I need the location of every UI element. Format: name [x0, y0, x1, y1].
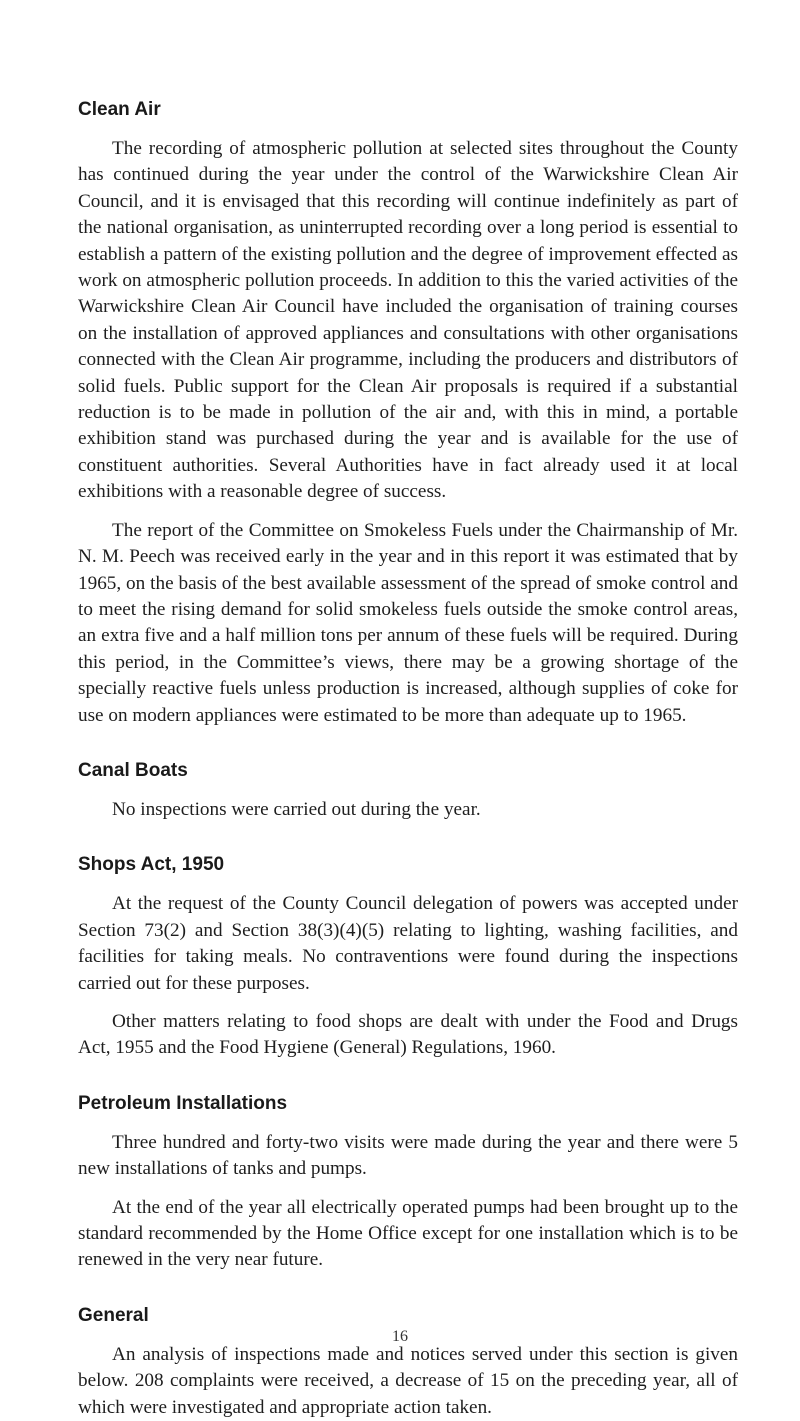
section-heading: Canal Boats — [78, 759, 188, 781]
paragraph: The report of the Committee on Smokeless Fuels under the Chairmanship of Mr. N. M. Peech was received early in the year and in this report it was estimated that by 1965, on the basis of the best available assessment of the spread of smoke control and to meet the rising demand for solid smokeless fuels outside the smoke control areas, an extra five and a half million tons per annum of these fuels will be required. During this period, in the Committee’s views, there may be a growing shortage of the specially reactive fuels unless production is increased, although supplies of coke for use on modern appliances were estimated to be more than adequate up to 1965. — [78, 519, 738, 726]
paragraph: An analysis of inspections made and notices served under this section is given below. 208 complaints were received, a decrease of 15 on the preceding year, all of which were investigated and appropriate action taken. — [78, 1343, 738, 1418]
section-heading: Clean Air — [78, 99, 161, 120]
paragraph: Three hundred and forty-two visits were made during the year and there were 5 new installations of tanks and pumps. — [78, 1131, 738, 1180]
paragraph: At the end of the year all electrically operated pumps had been brought up to the standard recommended by the Home Office except for one installation which is to be renewed in the very near future. — [78, 1196, 738, 1271]
section-canal-boats — [78, 759, 738, 823]
paragraph: Other matters relating to food shops are dealt with under the Food and Drugs Act, 1955 and the Food Hygiene (General) Regulations, 1960. — [78, 1010, 738, 1059]
section-clean-air — [78, 98, 738, 729]
section-heading: Shops Act, 1950 — [78, 854, 225, 876]
section-petroleum-installations — [78, 1092, 738, 1274]
section-heading: General — [78, 1304, 149, 1326]
paragraph: The recording of atmospheric pollution at selected sites throughout the County has continued during the year under the control of the Warwickshire Clean Air Council, and it is envisaged that this recording will continue indefinitely as part of the national organisation, as uninterrupted recording over a long period is essential to establish a pattern of the existing pollution and the degree of improvement effected as work on atmospheric pollution proceeds. In addition to this the varied activities of the Warwickshire Clean Air Council have included the organisation of training courses on the installation of approved appliances and consultations with other organisations connected with the Clean Air programme, including the producers and distributors of solid fuels. Public support for the Clean Air proposals is required if a substantial reduction is to be made in pollution of the air and, with this in mind, a portable exhibition stand was purchased during the year and is available for the use of constituent authorities. Several Authorities have in fact already used it at local exhibitions with a reasonable degree of success. — [78, 138, 738, 503]
section-general — [78, 1304, 738, 1421]
document-page — [78, 98, 738, 1421]
section-heading: Petroleum Installations — [78, 1092, 288, 1114]
page-number: 16 — [392, 1328, 408, 1345]
paragraph: No inspections were carried out during the year. — [112, 798, 481, 820]
paragraph: At the request of the County Council delegation of powers was accepted under Section 73(2) and Section 38(3)(4)(5) relating to lighting, washing facilities, and facilities for taking meals. No contraventions were found during the inspections carried out for these purposes. — [78, 893, 738, 994]
section-shops-act — [78, 853, 738, 1061]
